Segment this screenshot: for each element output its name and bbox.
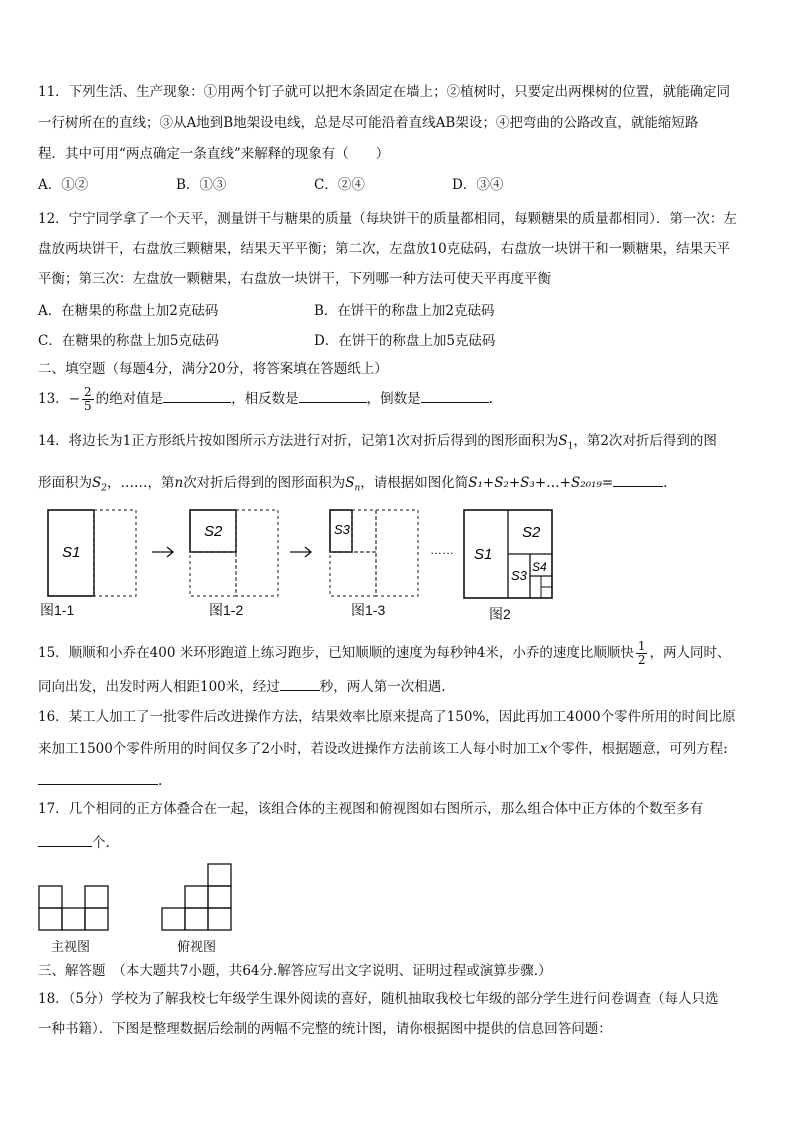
q17-figure (36, 862, 246, 934)
caption-fig2: 图2 (489, 606, 511, 622)
fig11-label-s1: S1 (62, 544, 81, 561)
q17-line2 (38, 832, 110, 852)
fig12-dashed-right (236, 510, 278, 596)
q14-line2-text: 形面积为 (38, 475, 92, 491)
fig12-dashed-bottom (190, 552, 236, 596)
fig2-label-s3: S3 (511, 568, 527, 583)
q14-line2-text-d: ，请根据如图化简 (360, 475, 469, 491)
q14-line1-text: 14．将边长为1正方形纸片按如图所示方法进行对折，记第1次对折后得到的图形面积为 (38, 433, 559, 449)
q16-line2 (38, 740, 728, 758)
caption-fig12: 图1-2 (209, 602, 244, 618)
q14-line2 (38, 472, 667, 498)
q17-blank[interactable] (38, 832, 92, 847)
q12-option-d: D．在饼干的称盘上加5克砝码 (314, 333, 496, 349)
fig2-label-s4: S4 (532, 560, 547, 574)
q13-text3: ，倒数是 (366, 391, 421, 407)
q11-line3: 程．其中可用“两点确定一条直线”来解释的现象有（ ） (38, 146, 390, 162)
q11-line1: 11．下列生活、生产现象：①用两个钉子就可以把木条固定在墙上；②植树时，只要定出两棵树的位置，就能确定同 (38, 84, 731, 100)
q14-line1-text-b: ，第2次对折后得到的图 (573, 433, 717, 449)
q15-blank[interactable] (280, 676, 320, 691)
caption-fig13: 图1-3 (351, 602, 386, 618)
q15-line2-text-b: 秒，两人第一次相遇. (319, 679, 446, 695)
q13 (38, 386, 493, 413)
q12-option-c: C．在糖果的称盘上加5克砝码 (38, 333, 219, 349)
q11-option-d: D．③④ (452, 177, 504, 193)
q13-blank1[interactable] (163, 388, 231, 403)
q14-n: n (174, 475, 184, 491)
q14-figure (40, 502, 560, 622)
q11-option-c: C．②④ (314, 177, 365, 193)
q14-blank[interactable] (613, 472, 663, 487)
q16-line2-text: 来加工1500个零件所用的时间仅多了2小时，若设改进操作方法前该工人每小时加工 (38, 741, 540, 757)
q12-option-b: B．在饼干的称盘上加2克砝码 (314, 303, 495, 319)
caption-fig11: 图1-1 (40, 602, 75, 618)
q17-line1: 17．几个相同的正方体叠合在一起，该组合体的主视图和俯视图如右图所示，那么组合体中正方体的个数至多有 (38, 801, 704, 817)
q11-line2: 一行树所在的直线；③从A地到B地架设电线，总是尽可能沿着直线AB架设；④把弯曲的公路改直，就能缩短路 (38, 115, 699, 131)
fig11-dashed-rect (94, 510, 136, 596)
q13-fraction-den: 5 (84, 399, 92, 413)
q13-prefix: 13． (38, 391, 69, 407)
q14-s1: S (558, 433, 568, 449)
q13-text4: . (488, 391, 493, 407)
q11-option-a: A．①② (38, 177, 89, 193)
q16-line3 (38, 770, 162, 790)
q14-line1 (38, 432, 717, 456)
fig12-label-s2: S2 (204, 523, 223, 540)
q18-line2: 一种书籍）．下图是整理数据后绘制的两幅不完整的统计图，请你根据图中提供的信息回答问题： (38, 1021, 612, 1037)
q14-line2-text-b: ，……，第 (106, 475, 175, 491)
q13-blank2[interactable] (299, 388, 367, 403)
q18-line1: 18．（5分）学校为了解我校七年级学生课外阅读的喜好，随机抽取我校七年级的部分学生进行问卷调查（每人只选 (38, 991, 719, 1007)
q14-expression: S₁+S₂+S₃+…+S₂₀₁₉= (468, 475, 614, 491)
section3-heading: 三、解答题 （本大题共7小题，共64分.解答应写出文字说明、证明过程或演算步骤.） (38, 963, 552, 979)
q12-line3: 平衡；第三次：左盘放一颗糖果，右盘放一块饼干，下列哪一种方法可使天平再度平衡 (38, 271, 551, 287)
fig2-label-s2: S2 (522, 524, 541, 541)
top-view (162, 864, 231, 930)
q16-x: x (539, 741, 548, 757)
q12-line1: 12．宁宁同学拿了一个天平，测量饼干与糖果的质量（每块饼干的质量都相同，每颗糖果的质量都相同）．第一次：左 (38, 211, 737, 227)
q16-blank[interactable] (38, 770, 158, 785)
fig13-dashed-b (376, 510, 418, 596)
q14-sn: $S_n$ (345, 475, 361, 494)
q15-fraction-num: 1 (637, 639, 646, 653)
q12-line2: 盘放两块饼干，右盘放三颗糖果，结果天平平衡；第二次，左盘放10克砝码，右盘放一块饼干和一颗糖果，结果天平 (38, 241, 731, 257)
fig2-label-s1: S1 (474, 546, 493, 563)
q15-line1 (38, 640, 730, 667)
q11-option-b: B．①③ (176, 177, 227, 193)
q15-line2-text: 同向出发，出发时两人相距100米，经过 (38, 679, 280, 695)
fig13-label-s3: S3 (334, 522, 350, 537)
q13-fraction (82, 386, 94, 413)
fig13-dashed-c (330, 552, 376, 596)
fig-dots: …… (430, 543, 454, 557)
q15-line1-text-b: ，两人同时、 (649, 645, 731, 661)
q14-line2-text-c: 次对折后得到的图形面积为 (183, 475, 346, 491)
q13-blank3[interactable] (421, 388, 489, 403)
caption-top-view: 俯视图 (177, 940, 217, 955)
q14-s1-sub: 1 (567, 441, 574, 452)
q13-fraction-num: 2 (84, 385, 92, 399)
q13-text1: 的绝对值是 (95, 391, 164, 407)
q16-end: . (158, 773, 163, 789)
front-view (39, 886, 108, 930)
q13-sign: − (68, 391, 80, 407)
q14-end: . (663, 475, 668, 491)
caption-front-view: 主视图 (51, 940, 91, 955)
q15-line1-text: 15．顺顺和小乔在400 米环形跑道上练习跑步，已知顺顺的速度为每秒钟4米，小乔的速度比顺顺快 (38, 645, 634, 661)
fig13-dashed-a (352, 510, 376, 552)
q15-fraction (636, 640, 648, 667)
q15-fraction-den: 2 (637, 653, 646, 667)
q16-line2-text-b: 个零件，根据题意，可列方程: (547, 741, 728, 757)
q14-s2: $S_2$ (92, 475, 107, 494)
q15-line2 (38, 676, 446, 696)
q13-text2: ，相反数是 (231, 391, 299, 407)
q12-option-a: A．在糖果的称盘上加2克砝码 (38, 303, 219, 319)
q16-line1: 16．某工人加工了一批零件后改进操作方法，结果效率比原来提高了150%，因此再加工4000个零件所用的时间比原 (38, 709, 736, 725)
section2-heading: 二、填空题（每题4分，满分20分，将答案填在答题纸上） (38, 361, 388, 377)
q17-line2-text: 个. (92, 835, 110, 851)
